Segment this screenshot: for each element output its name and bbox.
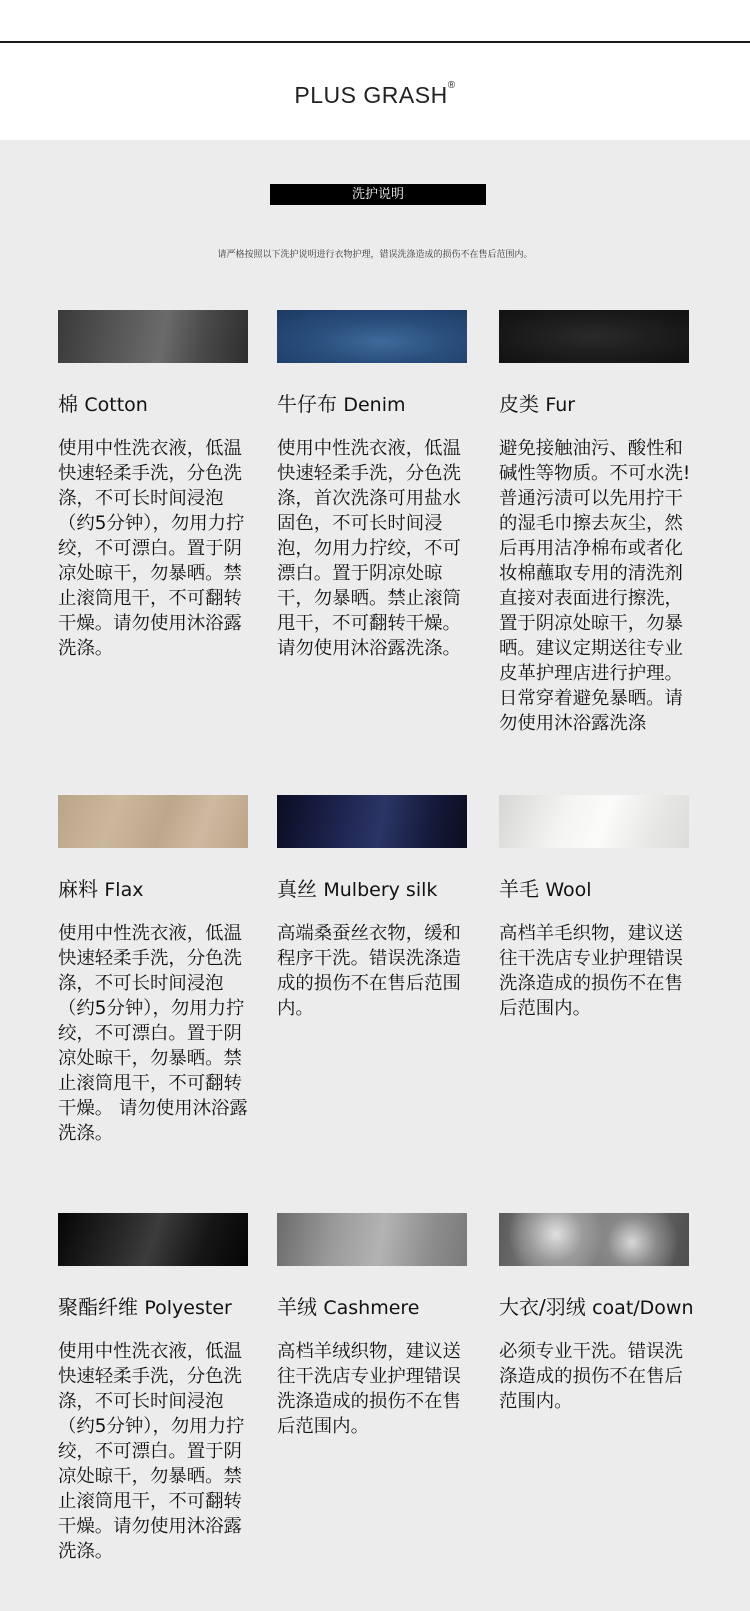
fabric-name-en: Cashmere [323, 1297, 420, 1319]
fabric-card-wool [499, 795, 714, 1021]
fabric-card-down [499, 1213, 744, 1414]
fabric-name-cn: 羊毛 [499, 877, 539, 901]
fabric-name-cn: 棉 [58, 392, 78, 416]
section-title: 洗护说明 [270, 184, 486, 205]
fabric-name-en: Denim [343, 394, 406, 416]
fabric-card-cashmere [277, 1213, 492, 1439]
fabric-card-silk [277, 795, 492, 1021]
header-divider [0, 41, 750, 43]
fabric-name-cn: 聚酯纤维 [58, 1295, 138, 1319]
fabric-description: 高端桑蚕丝衣物，缓和程序干洗。错误洗涤造成的损伤不在售后范围内。 [277, 923, 461, 1019]
fabric-name-cn: 皮类 [499, 392, 539, 416]
fabric-name-en: coat/Down [592, 1297, 694, 1319]
fabric-card-cotton [58, 310, 273, 661]
section-subtitle: 请严格按照以下洗护说明进行衣物护理，错误洗涤造成的损伤不在售后范围内。 [217, 250, 533, 260]
fabric-name [499, 1294, 744, 1321]
fabric-card-denim [277, 310, 492, 661]
fur-swatch-image [499, 310, 689, 363]
fabric-name-en: Flax [104, 879, 144, 901]
fabric-name-en: Cotton [84, 394, 148, 416]
wool-swatch-image [499, 795, 689, 848]
fabric-description: 使用中性洗衣液，低温快速轻柔手洗，分色洗涤，首次洗涤可用盐水固色，不可长时间浸泡，勿用力拧绞，不可漂白。置于阴凉处晾干，勿暴晒。禁止滚筒甩干，不可翻转干燥。请勿使用沐浴露洗涤。 [277, 438, 461, 659]
fabric-name-en: Wool [545, 879, 592, 901]
fabric-description: 高档羊绒织物，建议送往干洗店专业护理错误洗涤造成的损伤不在售后范围内。 [277, 1341, 461, 1437]
fabric-description: 避免接触油污、酸性和碱性等物质。不可水洗!普通污渍可以先用拧干的湿毛巾擦去灰尘，然后再用洁净棉布或者化妆棉蘸取专用的清洗剂直接对表面进行擦洗，置于阴凉处晾干，勿暴晒。建议定期送往专业皮革护理店进行护理。日常穿着避免暴晒。请勿使用沐浴露洗涤 [499, 438, 691, 734]
flax-swatch-image [58, 795, 248, 848]
header [0, 0, 750, 140]
fabric-name [277, 1294, 492, 1321]
fabric-card-polyester [58, 1213, 273, 1564]
registered-mark: ® [447, 80, 456, 91]
cotton-swatch-image [58, 310, 248, 363]
fabric-name-cn: 麻料 [58, 877, 98, 901]
cashmere-swatch-image [277, 1213, 467, 1266]
fabric-card-fur [499, 310, 714, 736]
fabric-name-en: Fur [545, 394, 576, 416]
brand-logo [0, 82, 750, 109]
fabric-name [277, 391, 492, 418]
fabric-description: 高档羊毛织物，建议送往干洗店专业护理错误洗涤造成的损伤不在售后范围内。 [499, 923, 683, 1019]
fabric-description: 使用中性洗衣液，低温快速轻柔手洗，分色洗涤，不可长时间浸泡（约5分钟），勿用力拧绞，不可漂白。置于阴凉处晾干，勿暴晒。禁止滚筒甩干，不可翻转干燥。请勿使用沐浴露洗涤。 [58, 438, 245, 659]
fabric-description: 使用中性洗衣液，低温快速轻柔手洗，分色洗涤，不可长时间浸泡（约5分钟），勿用力拧绞，不可漂白。置于阴凉处晾干，勿暴晒。禁止滚筒甩干，不可翻转干燥。 请勿使用沐浴露洗涤。 [58, 923, 248, 1144]
fabric-name [58, 876, 273, 903]
denim-swatch-image [277, 310, 467, 363]
fabric-description: 使用中性洗衣液，低温快速轻柔手洗，分色洗涤，不可长时间浸泡（约5分钟），勿用力拧绞，不可漂白。置于阴凉处晾干，勿暴晒。禁止滚筒甩干，不可翻转干燥。请勿使用沐浴露洗涤。 [58, 1341, 245, 1562]
fabric-name-en: Polyester [144, 1297, 232, 1319]
fabric-name [499, 876, 714, 903]
fabric-name-cn: 真丝 [277, 877, 317, 901]
fabric-name [58, 1294, 273, 1321]
fabric-name [499, 391, 714, 418]
fabric-name-cn: 牛仔布 [277, 392, 337, 416]
fabric-name [58, 391, 273, 418]
brand-name: PLUS GRASH [294, 82, 448, 108]
fabric-card-flax [58, 795, 273, 1146]
silk-swatch-image [277, 795, 467, 848]
fabric-name-cn: 羊绒 [277, 1295, 317, 1319]
fabric-name-cn: 大衣/羽绒 [499, 1295, 586, 1319]
down-swatch-image [499, 1213, 689, 1266]
fabric-name-en: Mulbery silk [323, 879, 438, 901]
polyester-swatch-image [58, 1213, 248, 1266]
fabric-name [277, 876, 492, 903]
fabric-description: 必须专业干洗。错误洗涤造成的损伤不在售后范围内。 [499, 1341, 683, 1412]
